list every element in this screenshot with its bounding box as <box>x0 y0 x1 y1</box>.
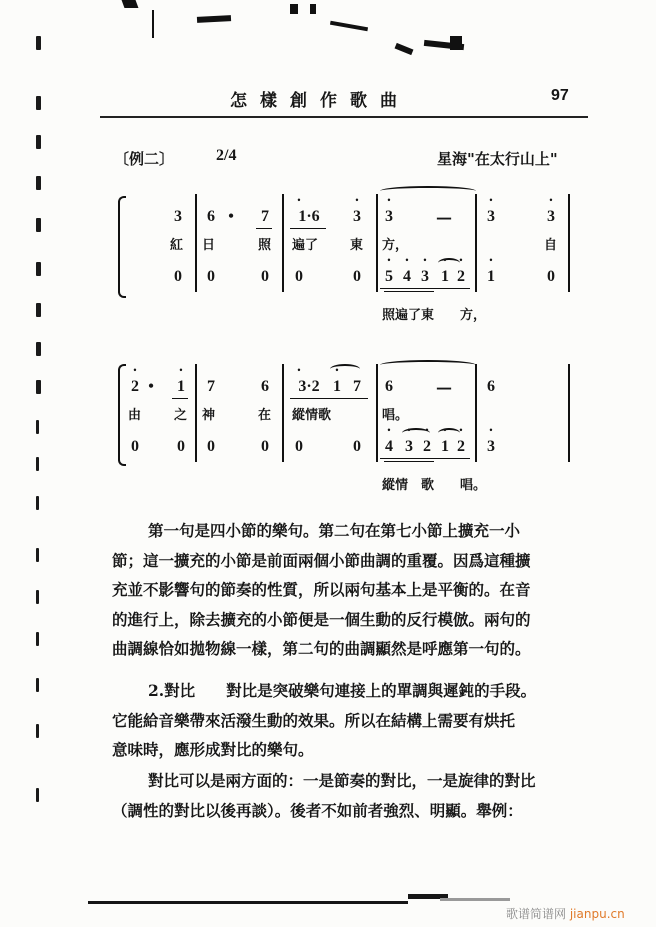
lyric: 自 <box>544 238 558 253</box>
accomp-note: • 1 <box>438 438 452 456</box>
text-line: （調性的對比以後再談）。後者不如前者強烈、明顯。舉例： <box>112 800 523 820</box>
accomp-lyrics: 縱情 歌 唱。 <box>382 478 487 493</box>
melody-note: 6 <box>207 208 215 225</box>
watermark-url: jianpu.cn <box>569 907 625 921</box>
melody-note: 7 <box>261 208 269 225</box>
dot-augmentation: • <box>148 378 154 395</box>
scan-edge-artifact <box>122 0 139 8</box>
binding-mark <box>36 342 41 356</box>
lyric: 日 <box>202 238 216 253</box>
barline <box>568 194 570 292</box>
binding-mark <box>36 420 39 434</box>
accomp-note: • 1 <box>484 268 498 286</box>
lyric: 遍了 <box>292 238 319 253</box>
accomp-note: 0 <box>261 438 269 455</box>
barline <box>376 194 378 292</box>
melody-note: • 2 <box>128 378 142 396</box>
accomp-note: • 1 <box>438 268 452 286</box>
binding-mark <box>36 36 41 50</box>
melody-note: 7 <box>207 378 215 395</box>
time-signature: 2/4 <box>216 147 237 164</box>
underline-beam <box>384 461 434 462</box>
body-paragraph-2 <box>112 676 596 765</box>
accomp-note: • 3 <box>402 438 416 456</box>
accomp-note: 0 <box>207 438 215 455</box>
sustain-dash: — <box>436 208 452 227</box>
text-line: 對比可以是兩方面的：一是節奏的對比，一是旋律的對比 <box>148 771 536 790</box>
header-rule <box>100 116 588 118</box>
melody-note: 6 <box>487 378 495 395</box>
scan-edge-artifact <box>310 4 316 14</box>
accomp-note: • 5 <box>382 268 396 286</box>
melody-note: • 1 <box>330 378 344 396</box>
binding-mark <box>36 724 39 738</box>
melody-note: 6 <box>261 378 269 395</box>
underline-beam <box>290 228 326 229</box>
accomp-note: 0 <box>295 268 303 285</box>
melody-note: • 3·2 <box>292 378 326 396</box>
accomp-note: 0 <box>174 268 182 285</box>
binding-mark <box>36 457 39 471</box>
barline <box>282 364 284 462</box>
score-system-2 <box>118 358 588 498</box>
text-line: 充並不影響句的節奏的性質，所以兩句基本上是平衡的。在音 <box>112 580 531 599</box>
binding-mark <box>36 262 41 276</box>
accomp-note: • 2 <box>454 438 468 456</box>
barline <box>376 364 378 462</box>
melody-note: 7 <box>353 378 361 395</box>
scan-edge-artifact <box>330 21 368 32</box>
binding-mark <box>36 176 41 190</box>
watermark <box>506 905 625 922</box>
sustain-dash: — <box>436 378 452 397</box>
underline-beam <box>256 228 272 229</box>
example-label: 〔例二〕 <box>114 150 175 168</box>
binding-mark <box>36 678 39 692</box>
underline-beam <box>384 291 434 292</box>
lyric: 神 <box>202 408 216 423</box>
melody-note: • 3 <box>544 208 558 226</box>
melody-note: • 1 <box>174 378 188 396</box>
scan-edge-artifact <box>290 4 298 14</box>
text-line: 節；這一擴充的小節是前面兩個小節曲調的重覆。因爲這種擴 <box>112 550 531 570</box>
scan-bottom-edge <box>440 898 510 901</box>
lyric: 之 <box>174 408 188 423</box>
underline-beam <box>436 288 470 289</box>
accomp-note: • 2 <box>454 268 468 286</box>
accomp-note: • 3 <box>484 438 498 456</box>
text-line: 意味時，應形成對比的樂句。 <box>112 740 314 759</box>
barline <box>282 194 284 292</box>
binding-mark <box>36 590 39 604</box>
lyric: 在 <box>258 408 272 423</box>
accomp-note: 0 <box>547 268 555 285</box>
system-brace <box>118 364 126 466</box>
body-paragraph-3 <box>112 766 596 825</box>
example-source: 星海"在太行山上" <box>437 150 558 168</box>
binding-mark <box>36 496 39 510</box>
melody-note: • 3 <box>350 208 364 226</box>
accomp-note: 0 <box>207 268 215 285</box>
underline-beam <box>380 458 436 459</box>
accomp-note: 0 <box>131 438 139 455</box>
barline <box>195 194 197 292</box>
binding-mark <box>36 380 41 394</box>
underline-beam <box>436 458 470 459</box>
scan-edge-artifact <box>395 43 414 55</box>
melody-note: 3 <box>174 208 182 225</box>
text-line: 它能給音樂帶來活潑生動的效果。所以在結構上需要有烘托 <box>112 710 516 730</box>
underline-beam <box>172 398 188 399</box>
lyric: 由 <box>128 408 142 423</box>
scan-edge-artifact <box>197 15 231 23</box>
binding-mark <box>36 788 39 802</box>
tie-slur <box>380 360 476 370</box>
lyric: 縱情歌 <box>292 408 332 423</box>
accomp-note: • 4 <box>400 268 414 286</box>
accomp-note: 0 <box>295 438 303 455</box>
page-number: 97 <box>551 87 569 104</box>
binding-mark <box>36 96 41 110</box>
text-line: 2.對比 對比是突破樂句連接上的單調與遲鈍的手段。 <box>148 681 537 700</box>
text-line: 曲調線恰如拋物線一樣，第二句的曲調顯然是呼應第一句的。 <box>112 639 531 658</box>
melody-note: • 1·6 <box>292 208 326 226</box>
body-paragraph-1 <box>112 516 596 664</box>
scan-bottom-edge <box>88 901 408 904</box>
underline-beam <box>290 398 368 399</box>
lyric: 東 <box>350 238 364 253</box>
scan-edge-artifact <box>450 36 462 50</box>
melody-note: • 3 <box>484 208 498 226</box>
binding-mark <box>36 548 39 562</box>
lyric: 唱。 <box>382 408 409 423</box>
melody-note: 6 <box>385 378 393 395</box>
lyric: 方， <box>382 238 409 253</box>
melody-note: • 3 <box>382 208 396 226</box>
accomp-note: • 3 <box>418 268 432 286</box>
barline <box>195 364 197 462</box>
watermark-text: 歌谱简谱网 <box>506 907 567 921</box>
accomp-note: • 4 <box>382 438 396 456</box>
tie-slur <box>330 364 360 374</box>
binding-mark <box>36 135 41 149</box>
system-brace <box>118 196 126 298</box>
barline <box>475 194 477 292</box>
scan-edge-artifact <box>152 10 154 38</box>
accomp-note: • 2 <box>420 438 434 456</box>
lyric: 照 <box>258 238 272 253</box>
barline <box>568 364 570 462</box>
accomp-note: 0 <box>261 268 269 285</box>
binding-mark <box>36 303 41 317</box>
accomp-note: 0 <box>353 438 361 455</box>
running-header-title: 怎樣創作歌曲 <box>230 91 410 111</box>
accomp-note: 0 <box>177 438 185 455</box>
accomp-lyrics: 照遍了東 方， <box>382 308 487 323</box>
text-line: 第一句是四小節的樂句。第二句在第七小節上擴充一小 <box>148 521 521 540</box>
score-system-1 <box>118 188 588 328</box>
dot-augmentation: • <box>228 208 234 225</box>
binding-mark <box>36 632 39 646</box>
lyric: 紅 <box>170 238 184 253</box>
accomp-note: 0 <box>353 268 361 285</box>
text-line: 的進行上，除去擴充的小節便是一個生動的反行模倣。兩句的 <box>112 609 531 629</box>
binding-mark <box>36 218 41 232</box>
underline-beam <box>380 288 436 289</box>
barline <box>475 364 477 462</box>
